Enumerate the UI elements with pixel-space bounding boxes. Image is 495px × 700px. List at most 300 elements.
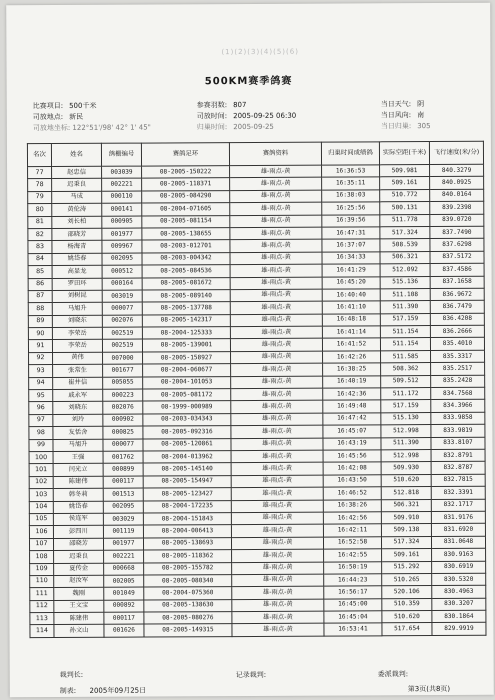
cell-ring-number: 08-2005-118371 [142,178,230,191]
cell-speed: 839.2398 [430,201,484,214]
cell-rank: 87 [28,290,52,303]
cell-rank: 96 [29,402,53,415]
cell-name: 张常生 [53,365,103,378]
cell-loft-id: 001762 [103,451,143,464]
cell-loft-id: 000905 [102,216,142,229]
cell-ring-number: 08-2005-089140 [142,290,230,303]
header-name: 姓名 [51,143,101,166]
cell-speed: 830.6919 [432,561,486,574]
cell-arrival-time: 16:45:07 [323,425,381,438]
cell-loft-id: 005055 [103,377,143,390]
cell-name: 姚岱春 [53,501,103,514]
cell-speed: 840.0164 [430,189,484,202]
cell-pigeon-info: 雄-雨点-黄 [230,239,322,252]
cell-loft-id: 002076 [103,401,143,414]
cell-ring-number: 08-2005-142317 [142,314,230,327]
cell-ring-number: 08-2005-137788 [142,302,230,315]
cell-pigeon-info: 雄-雨点-黄 [231,450,323,463]
cell-name: 王强 [53,451,103,464]
cell-ring-number: 08-2005-149315 [144,624,232,637]
cell-name: 迟秉良 [54,550,104,563]
cell-loft-id: 003019 [102,290,142,303]
cell-name: 刘长柏 [52,216,102,229]
cell-rank: 113 [30,613,54,626]
cell-distance: 517.324 [381,536,431,549]
cell-ring-number: 08-2004-125333 [142,327,230,340]
cell-distance: 512.818 [381,487,431,500]
cell-distance: 511.172 [381,388,431,401]
cell-pigeon-info: 雄-雨点-黄 [230,215,322,228]
cell-speed: 840.3279 [430,164,484,177]
cell-loft-id: 000825 [103,426,143,439]
cell-speed: 837.7490 [430,226,484,239]
cell-rank: 84 [28,253,52,266]
header-pigeon-info: 赛鸽资料 [229,142,321,165]
cell-speed: 832.8787 [431,462,485,475]
cell-loft-id: 002221 [102,178,142,191]
cell-speed: 836.2666 [430,325,484,338]
cell-speed: 836.9672 [430,288,484,301]
weather: 当日天气: 阴 [380,100,425,109]
cell-arrival-time: 16:25:56 [322,202,380,215]
cell-loft-id: 003039 [102,166,142,179]
cell-speed: 832.7815 [431,474,485,487]
return-count: 当日归巢: 305 [380,122,431,131]
cell-pigeon-info: 雄-雨点-黄 [230,264,322,277]
cell-speed: 831.6920 [431,524,485,537]
cell-ring-number: 08-2005-080340 [144,574,232,587]
cell-speed: 840.0925 [430,177,484,190]
cell-distance: 511.390 [381,437,431,450]
cell-pigeon-info: 雄-雨点-黄 [230,190,322,203]
cell-ring-number: 08-2005-123427 [143,488,231,501]
cell-ring-number: 08-2004-172235 [143,500,231,513]
cell-loft-id: 000892 [104,600,144,613]
cell-pigeon-info: 雄-雨点-黄 [230,227,322,240]
wind-direction: 当日风向: 南 [380,111,425,120]
cell-arrival-time: 16:39:56 [322,214,380,227]
cell-name: 马成 [52,191,102,204]
cell-rank: 109 [30,563,54,576]
cell-name: 高显龙 [52,265,102,278]
cell-arrival-time: 16:45:04 [324,611,382,624]
cell-pigeon-info: 雄-雨点-黄 [231,401,323,414]
cell-rank: 102 [29,476,53,489]
cell-loft-id: 000902 [103,414,143,427]
cell-rank: 88 [28,303,52,316]
cell-pigeon-info: 雄-雨点-黄 [230,326,322,339]
cell-distance: 508.362 [381,363,431,376]
cell-distance: 510.620 [381,474,431,487]
cell-distance: 506.321 [381,499,431,512]
cell-distance: 512.998 [381,425,431,438]
cell-ring-number: 08-2005-120861 [143,438,231,451]
cell-name: 刘树昆 [52,290,102,303]
cell-name: 陈建伟 [53,476,103,489]
cell-arrival-time: 16:50:19 [324,561,382,574]
cell-speed: 830.1864 [432,610,486,623]
cell-name: 邵晓芳 [53,538,103,551]
cell-ring-number: 08-2004-101053 [143,376,231,389]
cell-name: 李荣岳 [52,327,102,340]
cell-pigeon-info: 雄-雨点-黄 [230,339,322,352]
cell-name: 刘晓东 [53,402,103,415]
cell-rank: 114 [30,625,54,638]
header-distance: 实际空距(千米) [379,142,429,165]
cell-distance: 512.092 [380,264,430,277]
cell-name: 迟秉良 [52,179,102,192]
cell-pigeon-info: 雄-雨点-黄 [231,512,323,525]
cell-loft-id: 002519 [102,340,142,353]
cell-pigeon-info: 雄-雨点-黄 [232,574,324,587]
cell-loft-id: 001626 [104,625,144,638]
cell-loft-id: 000117 [104,612,144,625]
cell-ring-number: 08-2005-081154 [142,215,230,228]
release-place: 司放地点: 新民 [32,112,84,122]
cell-distance: 511.154 [380,338,430,351]
sheet-title: 500KM赛季鸽赛 [204,75,293,88]
cell-name: 马旭升 [52,303,102,316]
referee-label: 裁判长: [59,670,84,680]
cell-distance: 517.159 [381,400,431,413]
race-item: 比赛项目: 500千米 [32,101,97,111]
cell-pigeon-info: 雄-雨点-黄 [232,562,324,575]
cell-arrival-time: 16:45:00 [324,598,382,611]
cell-rank: 81 [28,216,52,229]
cell-rank: 112 [30,600,54,613]
cell-pigeon-info: 雄-雨点-黄 [231,438,323,451]
cell-rank: 94 [29,377,53,390]
cell-arrival-time: 16:42:26 [323,351,381,364]
cell-ring-number: 08-2005-081172 [143,389,231,402]
cell-loft-id: 002076 [102,315,142,328]
cell-name: 黄伟 [53,352,103,365]
release-coordinate: 司放地坐标: 122°51'/98' 42° 1' 45" [32,123,151,133]
header-speed: 飞行速度(米/分) [429,141,483,164]
cell-rank: 100 [29,452,53,465]
cell-arrival-time: 16:36:53 [322,165,380,178]
cell-ring-number: 08-2005-081672 [142,277,230,290]
cell-ring-number: 08-1999-000989 [143,401,231,414]
cell-speed: 837.6298 [430,239,484,252]
results-sheet [6,3,494,698]
cell-rank: 105 [29,513,53,526]
cell-pigeon-info: 雄-雨点-黄 [230,301,322,314]
cell-distance: 511.585 [381,350,431,363]
cell-loft-id: 002221 [104,550,144,563]
cell-speed: 837.1658 [430,276,484,289]
cell-arrival-time: 16:40:40 [322,289,380,302]
cell-rank: 79 [28,191,52,204]
cell-distance: 511.108 [380,288,430,301]
cell-loft-id: 000077 [102,302,142,315]
cell-loft-id: 000110 [102,191,142,204]
cell-distance: 509.161 [380,177,430,190]
cell-ring-number: 08-2005-155782 [144,562,232,575]
cell-arrival-time: 16:49:48 [323,400,381,413]
cell-ring-number: 08-2005-138630 [144,599,232,612]
cell-ring-number: 08-2005-145140 [143,463,231,476]
cell-pigeon-info: 雄-雨点-黄 [231,376,323,389]
cell-arrival-time: 16:46:52 [323,487,381,500]
cell-loft-id: 002095 [102,253,142,266]
cell-speed: 830.3207 [432,598,486,611]
cell-name: 赵汝军 [54,575,104,588]
cell-pigeon-info: 雄-雨点-黄 [230,314,322,327]
cell-loft-id: 000668 [104,563,144,576]
cell-name: 魏刚 [54,588,104,601]
cell-rank: 91 [28,340,52,353]
committee-referee-label: 委派裁判: [377,670,409,679]
cell-loft-id: 000223 [103,389,143,402]
cell-distance: 509.512 [381,375,431,388]
cell-speed: 833.8107 [431,437,485,450]
cell-distance: 517.159 [380,313,430,326]
cell-pigeon-info: 雄-雨点-黄 [231,351,323,364]
cell-arrival-time: 16:48:18 [322,314,380,327]
cell-distance: 515.130 [381,412,431,425]
cell-ring-number: 08-2005-092316 [143,426,231,439]
cell-distance: 510.772 [380,189,430,202]
cell-arrival-time: 16:34:33 [322,252,380,265]
cell-pigeon-info: 雄-雨点-黄 [230,178,322,191]
cell-distance: 515.292 [382,561,432,574]
cell-rank: 89 [28,315,52,328]
cell-rank: 95 [29,390,53,403]
cell-loft-id: 002005 [104,575,144,588]
cell-rank: 80 [28,204,52,217]
cell-loft-id: 002095 [103,501,143,514]
cell-distance: 511.390 [380,301,430,314]
cell-name: 崔井信 [53,377,103,390]
cell-name: 韩冬莉 [53,488,103,501]
cell-loft-id: 001677 [103,364,143,377]
cell-ring-number: 08-2004-075360 [144,587,232,600]
cell-name: 友恬舍 [53,426,103,439]
cell-loft-id: 001513 [103,488,143,501]
cell-distance: 508.539 [380,239,430,252]
cell-ring-number: 08-2005-118362 [144,550,232,563]
table-row [30,623,486,638]
cell-name: 闫光立 [53,464,103,477]
cell-ring-number: 08-2004-006413 [143,525,231,538]
cell-loft-id: 001977 [102,228,142,241]
cell-ring-number: 08-2005-158927 [143,351,231,364]
cell-rank: 83 [28,241,52,254]
cell-name: 戚永军 [53,389,103,402]
table-header-row [27,141,483,166]
cell-ring-number: 08-2005-080276 [144,612,232,625]
cell-pigeon-info: 雄-雨点-黄 [230,289,322,302]
cell-speed: 831.0648 [431,536,485,549]
entry-count: 参赛羽数: 807 [196,101,247,110]
cell-name: 陈建伟 [54,612,104,625]
cell-distance: 515.136 [380,276,430,289]
cell-pigeon-info: 雄-雨点-黄 [230,202,322,215]
header-arrival-time: 归巢时间成绩鸽 [321,142,379,165]
header-ring-number: 赛鸽足环 [141,143,229,166]
cell-distance: 506.321 [380,251,430,264]
cell-loft-id: 000141 [102,203,142,216]
cell-pigeon-info: 雄-雨点-黄 [231,524,323,537]
cell-rank: 101 [29,464,53,477]
cell-rank: 82 [28,228,52,241]
cell-speed: 830.4963 [432,586,486,599]
cell-speed: 834.3966 [431,400,485,413]
cell-speed: 833.9819 [431,424,485,437]
cell-loft-id: 001119 [103,525,143,538]
cell-distance: 509.161 [382,549,432,562]
cell-pigeon-info: 雄-雨点-黄 [232,624,324,637]
cell-arrival-time: 16:38:25 [323,363,381,376]
cell-arrival-time: 16:42:11 [323,524,381,537]
cell-pigeon-info: 雄-雨点-黄 [230,165,322,178]
cell-rank: 107 [29,538,53,551]
cell-arrival-time: 16:41:14 [322,326,380,339]
cell-pigeon-info: 雄-雨点-黄 [231,475,323,488]
cell-distance: 511.778 [380,214,430,227]
cell-ring-number: 08-2005-139001 [142,339,230,352]
cell-rank: 78 [28,179,52,192]
cell-speed: 836.4208 [430,313,484,326]
cell-speed: 836.7479 [430,301,484,314]
cell-name: 邵晓芳 [52,228,102,241]
cell-ring-number: 08-2005-084536 [142,265,230,278]
cell-name: 姚岱春 [52,253,102,266]
cell-arrival-time: 16:40:19 [323,375,381,388]
cell-rank: 93 [29,365,53,378]
cell-loft-id: 009967 [102,240,142,253]
cell-rank: 90 [28,328,52,341]
cell-name: 彭四川 [53,526,103,539]
cell-ring-number: 08-2005-138693 [143,537,231,550]
cell-rank: 99 [29,439,53,452]
cell-rank: 106 [29,526,53,539]
cell-speed: 829.9919 [432,623,486,636]
cell-loft-id: 001977 [103,538,143,551]
results-table [27,141,487,638]
cell-arrival-time: 16:44:23 [324,574,382,587]
cell-rank: 110 [30,575,54,588]
cell-rank: 104 [29,501,53,514]
cell-name: 罗田环 [52,278,102,291]
cell-speed: 835.3317 [431,350,485,363]
cell-distance: 500.131 [380,202,430,215]
cell-rank: 85 [28,266,52,279]
cell-loft-id: 000512 [102,265,142,278]
cell-speed: 835.2428 [431,375,485,388]
cell-pigeon-info: 雄-雨点-黄 [232,549,324,562]
cell-arrival-time: 16:42:56 [323,512,381,525]
cell-speed: 830.5320 [432,573,486,586]
cell-distance: 517.324 [380,227,430,240]
cell-speed: 832.1717 [431,499,485,512]
cell-arrival-time: 16:53:41 [324,623,382,636]
cell-name: 赵忠信 [52,166,102,179]
cell-pigeon-info: 雄-雨点-黄 [231,413,323,426]
release-time: 司放时间: 2005-09-25 06:30 [196,111,297,121]
cell-pigeon-info: 雄-雨点-黄 [231,425,323,438]
cell-pigeon-info: 雄-雨点-黄 [231,487,323,500]
cell-arrival-time: 16:37:07 [322,239,380,252]
cell-pigeon-info: 雄-雨点-黄 [230,277,322,290]
cell-arrival-time: 16:56:17 [324,586,382,599]
cell-loft-id: 000899 [103,463,143,476]
cell-distance: 517.654 [382,623,432,636]
cell-rank: 111 [30,588,54,601]
cell-speed: 835.2517 [431,363,485,376]
cell-arrival-time: 16:45:20 [322,276,380,289]
faded-header-text: (1)(2)(3)(4)(5)(6) [221,47,299,57]
cell-rank: 77 [28,167,52,180]
cell-name: 夏传金 [54,563,104,576]
cell-arrival-time: 16:52:58 [323,537,381,550]
cell-pigeon-info: 雄-雨点-黄 [230,252,322,265]
cell-speed: 835.4010 [430,338,484,351]
cell-name: 马旭升 [53,439,103,452]
cell-distance: 510.359 [382,598,432,611]
cell-arrival-time: 16:41:29 [322,264,380,277]
table-body [28,164,486,637]
cell-speed: 839.0720 [430,214,484,227]
cell-arrival-time: 16:45:56 [323,450,381,463]
cell-speed: 833.9858 [431,412,485,425]
cell-arrival-time: 16:42:36 [323,388,381,401]
cell-ring-number: 08-2005-150222 [142,166,230,179]
cell-ring-number: 08-2003-034343 [143,413,231,426]
cell-rank: 92 [29,352,53,365]
cell-speed: 837.4586 [430,263,484,276]
cell-distance: 511.154 [380,326,430,339]
cell-ring-number: 08-2003-004342 [142,252,230,265]
page-number: 第3页(共8页) [407,684,451,694]
cell-loft-id: 007000 [103,352,143,365]
cell-speed: 830.9163 [432,548,486,561]
cell-pigeon-info: 雄-雨点-黄 [232,599,324,612]
cell-ring-number: 08-2003-012701 [142,240,230,253]
cell-name: 刘玲 [53,414,103,427]
header-loft-id: 鸽棚编号 [101,143,141,166]
cell-arrival-time: 16:42:08 [323,462,381,475]
cell-arrival-time: 16:43:19 [323,437,381,450]
cell-name: 刘晓东 [52,315,102,328]
cell-loft-id: 000164 [102,278,142,291]
cell-arrival-time: 16:42:55 [324,549,382,562]
cell-distance: 520.106 [382,586,432,599]
cell-loft-id: 003029 [103,513,143,526]
cell-loft-id: 001049 [104,587,144,600]
cell-ring-number: 08-2005-084290 [142,190,230,203]
cell-ring-number: 08-2004-060677 [143,364,231,377]
cell-name: 侯连军 [53,513,103,526]
cell-loft-id: 000077 [103,439,143,452]
cell-loft-id: 000117 [103,476,143,489]
cell-name: 孙文山 [54,625,104,638]
cell-pigeon-info: 雄-雨点-黄 [231,500,323,513]
cell-distance: 512.998 [381,450,431,463]
cell-pigeon-info: 雄-雨点-黄 [231,388,323,401]
return-time: 归巢时间: 2005-09-25 [196,122,274,132]
cell-name: 杨海青 [52,241,102,254]
cell-name: 李荣岳 [52,340,102,353]
cell-pigeon-info: 雄-雨点-黄 [231,462,323,475]
cell-rank: 103 [29,489,53,502]
cell-ring-number: 08-2004-013962 [143,451,231,464]
cell-name: 王文宝 [54,600,104,613]
cell-distance: 510.620 [382,611,432,624]
cell-arrival-time: 16:35:11 [322,177,380,190]
cell-rank: 108 [30,551,54,564]
